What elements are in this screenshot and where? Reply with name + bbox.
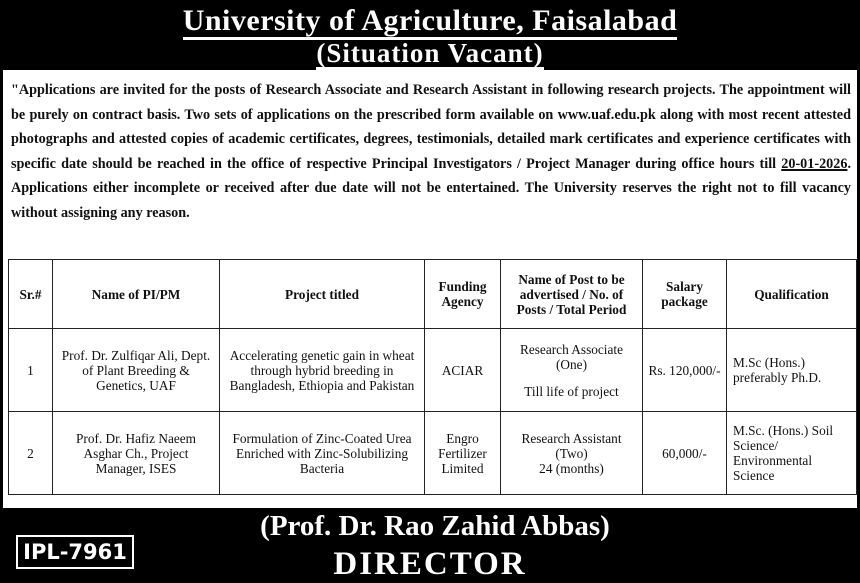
intro-text-part1: "Applications are invited for the posts of Research Associate and Research Assistant in following research projects. The appointment will be purely on contract basis. Two sets of applications on the prescribed form available on www.uaf.edu.pk along with most recent attested photographs and attested copies of academic certificates, degrees, testimonials, detailed mark certificates and experience certificates with specific date should be reached in the office of respective Principal Investigators / Project Manager during office hours till: [11, 82, 851, 172]
header-pi: Name of PI/PM: [53, 260, 220, 329]
post-period: Till life of project: [524, 383, 619, 399]
ipl-code-badge: IPL-7961: [16, 535, 134, 569]
director-title: DIRECTOR: [333, 546, 527, 582]
cell-project: Formulation of Zinc-Coated Urea Enriched with Zinc-Solubilizing Bacteria: [220, 412, 425, 495]
deadline-date: 20-01-2026: [781, 155, 848, 172]
cell-funding: ACIAR: [425, 329, 501, 412]
cell-post: [501, 412, 643, 495]
table-row: [9, 412, 857, 495]
cell-qualification: M.Sc. (Hons.) Soil Science/ Environmental Science: [727, 412, 857, 495]
header-sr: Sr.#: [9, 260, 53, 329]
header-post: Name of Post to be advertised / No. of Posts / Total Period: [501, 260, 643, 329]
university-title: [0, 4, 860, 40]
post-period: 24 (months): [539, 460, 604, 476]
cell-sr: 2: [9, 412, 53, 495]
intro-text-part2: . Applications either incomplete or received after due date will not be entertained. The University reserves the right not to fill vacancy without assigning any reason.: [11, 155, 851, 221]
header-project: Project titled: [220, 260, 425, 329]
situation-vacant-text: (Situation Vacant): [316, 38, 544, 68]
post-name: Research Associate (One): [519, 341, 623, 372]
university-title-text: University of Agriculture, Faisalabad: [183, 6, 678, 40]
cell-post: [501, 329, 643, 412]
header-banner: [0, 0, 860, 70]
cell-qualification: M.Sc (Hons.) preferably Ph.D.: [727, 329, 857, 412]
table-row: [9, 329, 857, 412]
table-header-row: [9, 260, 857, 329]
cell-salary: 60,000/-: [643, 412, 727, 495]
vacancy-table: [8, 259, 857, 495]
director-name: (Prof. Dr. Rao Zahid Abbas): [260, 510, 610, 542]
post-name: Research Assistant (Two): [521, 430, 622, 461]
cell-funding: Engro Fertilizer Limited: [425, 412, 501, 495]
cell-project: Accelerating genetic gain in wheat through hybrid breeding in Bangladesh, Ethiopia and Pakistan: [220, 329, 425, 412]
cell-salary: Rs. 120,000/-: [643, 329, 727, 412]
cell-pi: Prof. Dr. Hafiz Naeem Asghar Ch., Project Manager, ISES: [53, 412, 220, 495]
header-qualification: Qualification: [727, 260, 857, 329]
intro-paragraph: [11, 78, 851, 225]
cell-sr: 1: [9, 329, 53, 412]
advertisement-body: [3, 70, 857, 508]
situation-vacant-heading: [0, 38, 860, 70]
header-funding: Funding Agency: [425, 260, 501, 329]
footer-banner: [0, 508, 860, 583]
header-salary: Salary package: [643, 260, 727, 329]
cell-pi: Prof. Dr. Zulfiqar Ali, Dept. of Plant Breeding & Genetics, UAF: [53, 329, 220, 412]
